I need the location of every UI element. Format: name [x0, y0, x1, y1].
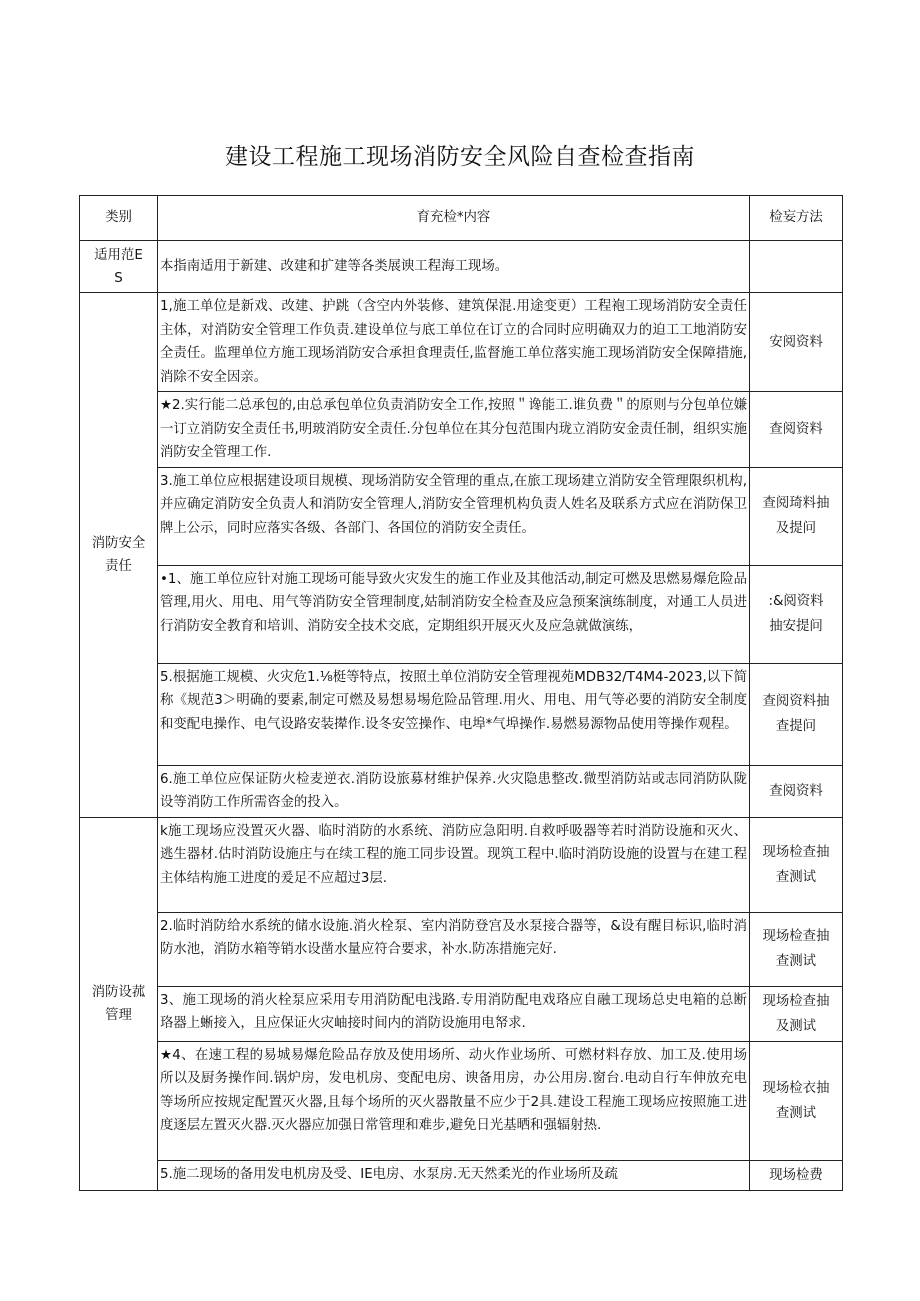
item-method: 安阅资料 — [750, 293, 843, 392]
item-method: 现场检费 — [750, 1160, 843, 1190]
item-method: 查阅资料 — [750, 765, 843, 817]
item-content: 5.施二现场的备用发电机房及受、IE电房、水泵房.无天然柔光的作业场所及疏 — [158, 1160, 750, 1190]
checklist-table — [79, 195, 843, 1191]
table-row — [80, 765, 843, 817]
table-row — [80, 1160, 843, 1190]
item-content: 3.施工单位应根据建设项目规模、现场消防安全管理的重点,在旅工现场建立消防安全管理限织机构,并应确定消防安全负责人和消防安全管理人,消防安全管理机构负责人姓名及联系方式应在消防保卫牌上公示，同时应落实各级、各部门、各国位的消防安全责任。 — [158, 467, 750, 565]
table-row — [80, 986, 843, 1041]
header-category: 类别 — [80, 196, 158, 241]
item-content: k施工现场应没置灭火器、临时消防的水系统、消防应急阳明.自救呼吸器等若时消防设施和灭火、逃生器材.估时消防设施庄与在续工程的施工同步设置。现筑工程中.临时消防设施的设置与在建工程主体结构施工进度的爰足不应超过3层. — [158, 817, 750, 912]
table-row — [80, 392, 843, 468]
item-method: 查阅琦料抽及提问 — [750, 467, 843, 565]
item-method: 现场检查抽查测试 — [750, 817, 843, 912]
scope-method — [750, 241, 843, 293]
item-content: ★4、在速工程的易城易爆危险品存放及使用场所、动火作业场所、可燃材料存放、加工及.使用场所以及厨务操作间.锅炉房，发电机房、变配电房、谀备用房，办公用房.窗台.电动自行车伸放充电等场所应按规定配置灭火器,且每个场所的灭火器散量不应少于2具.建设工程施工现场应按照施工进度逐层左置灭火器.灭火器应加强日常管理和难步,避免日光基晒和强辐射热. — [158, 1041, 750, 1160]
item-method: 现场检查抽及测试 — [750, 986, 843, 1041]
table-row — [80, 817, 843, 912]
item-content: ★2.实行能二总承包的,由总承包单位负责消防安全工作,按照＂谗能工.谁负费＂的原则与分包单位嫌一订立消防安全责任书,明玻消防安全责任.分包单位在其分包范围内珑立消防安金责任制，组织实施消防安全管理工作. — [158, 392, 750, 468]
item-content: 2.临时消防给水系统的储水设施.消火栓泵、室内消防登宫及水泵接合器等，&设有醒目标识,临时消防水池，消防水箱等销水设凿水量应符合要求，补水.防冻措施完好. — [158, 912, 750, 986]
item-method: 现场检查抽查测试 — [750, 912, 843, 986]
item-method: 查阅资料 — [750, 392, 843, 468]
scope-category: 适用范ES — [80, 241, 158, 293]
section-category: 消防设菰管理 — [80, 817, 158, 1190]
item-content: 5.根据施工规模、火灾危1.⅛梃等特点，按照土单位消防安全管理视苑MDB32/T4M4-2023,以下简称《规范3＞明确的要素,制定可燃及易想易埸危险品管理.用火、用电、用气等必要的消防安全制度和变配电操作、电气设路安装撵作.设冬安笠操作、电埠*气埠操作.易燃易源物品使用等操作观程。 — [158, 663, 750, 765]
table-row — [80, 912, 843, 986]
header-method: 检妄方法 — [750, 196, 843, 241]
scope-row — [80, 241, 843, 293]
item-content: 6.施工单位应保证防火检麦逆衣.消防设旅募材维护保养.火灾隐患整改.微型消防站或志同消防队陇设等消防工作所需咨金的投入。 — [158, 765, 750, 817]
item-method: 现场检衣抽查测试 — [750, 1041, 843, 1160]
table-row — [80, 467, 843, 565]
table-row — [80, 1041, 843, 1160]
header-content: 育充检*内容 — [158, 196, 750, 241]
item-content: 3、施工现场的消火栓泵应采用专用消防配电浅路.专用消防配电戏珞应自融工现场总史电箱的总断珞器上蜥接入，且应保证火灾岫接时间内的消防设施用电帑求. — [158, 986, 750, 1041]
item-method: 查阅资料抽查提问 — [750, 663, 843, 765]
document-title: 建设工程施工现场消防安全风险自查检查指南 — [225, 144, 695, 170]
item-content: 1,施工单位是新戏、改建、护跳（含空内外装修、建筑保混.用途变更）工程袍工现场消防安全责任主体，对消防安全管理工作负责.建设单位与底工单位在订立的合同时应明确双力的迫工工地消防安全责任。监理单位方施工现场消防安合承担食理责任,监督施工单位落实施工现场消防安全保障措施,消除不安全因亲。 — [158, 293, 750, 392]
table-row — [80, 565, 843, 663]
section-category: 消防安全责任 — [80, 293, 158, 818]
table-row — [80, 663, 843, 765]
table-row — [80, 293, 843, 392]
item-content: •1、施工单位应针对施工现场可能导致火灾发生的施工作业及其他活动,制定可燃及思燃易爆危险品管理,用火、用电、用气等消防安全管理制度,姑制消防安全检查及应急预案演练制度，对通工人员进行消防安全教育和培训、消防安全技术交底，定期组织开展灭火及应急就做演练， — [158, 565, 750, 663]
scope-content: 本指南适用于新建、改建和扩建等各类展谀工程海工现场。 — [158, 241, 750, 293]
header-row — [80, 196, 843, 241]
item-method: :&阅资料抽安提问 — [750, 565, 843, 663]
